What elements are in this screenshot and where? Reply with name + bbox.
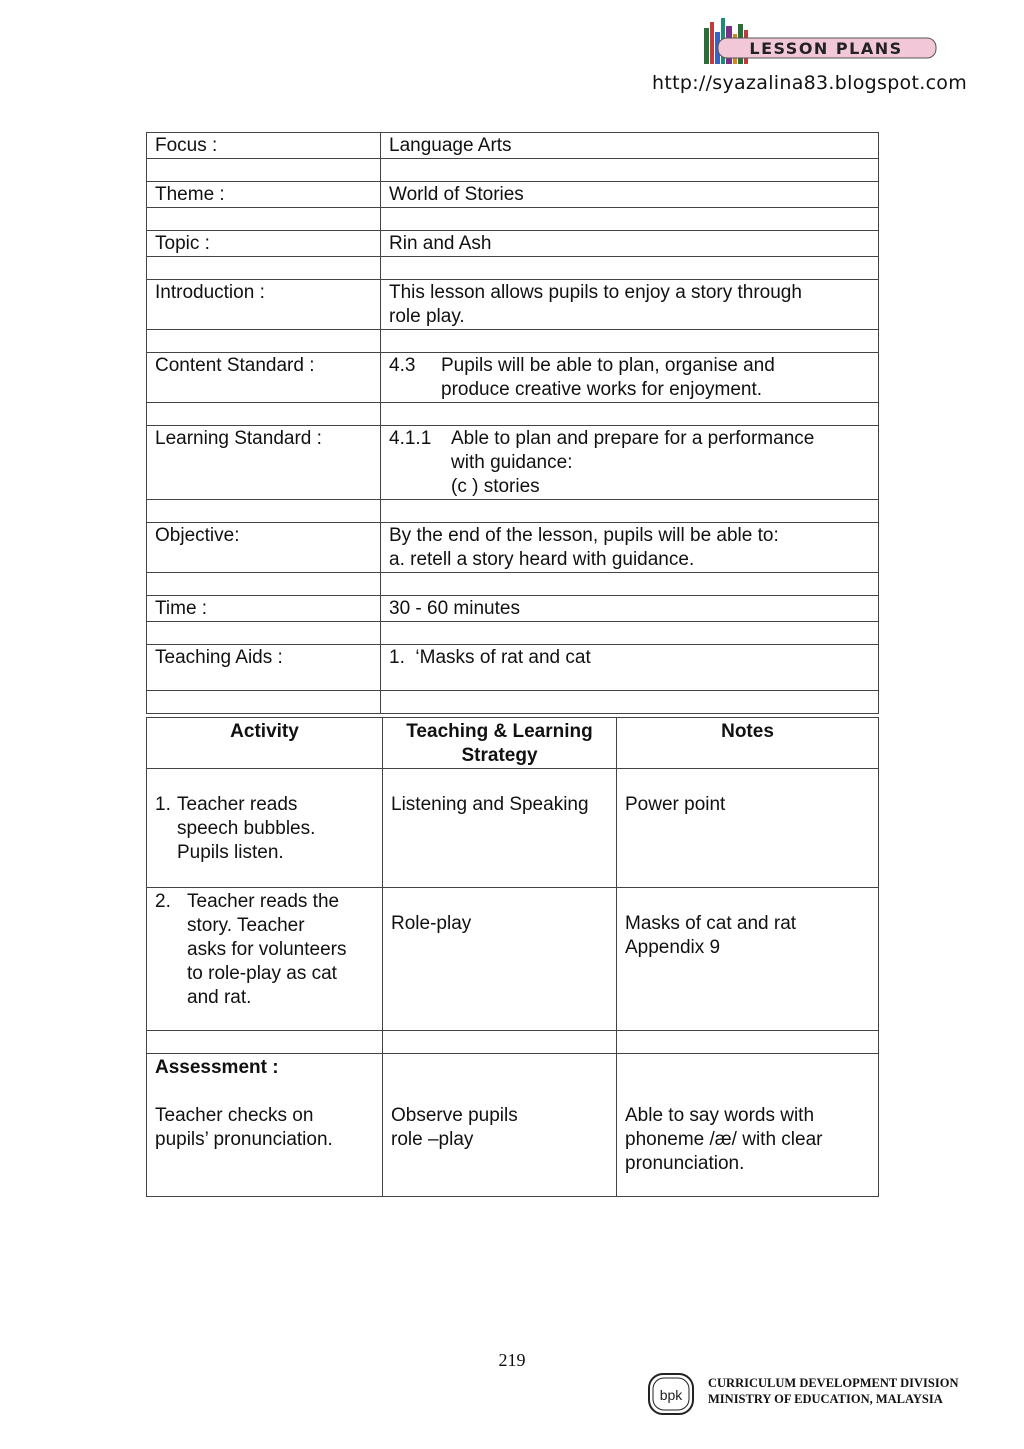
info-row-teaching-aids (147, 645, 879, 691)
assessment-line: Able to say words with (625, 1105, 815, 1126)
activity-header-row (147, 718, 879, 769)
assessment-line: pupils’ pronunciation. (155, 1129, 333, 1150)
info-label: Teaching Aids : (147, 645, 381, 691)
info-label: Content Standard : (147, 353, 381, 403)
activity-line: to role-play as cat (187, 963, 337, 984)
activity-line: Teacher reads (177, 794, 298, 815)
standard-line: produce creative works for enjoyment. (441, 379, 763, 400)
info-row-topic (147, 231, 879, 257)
aid-text: ‘Masks of rat and cat (415, 647, 591, 668)
info-label: Time : (147, 596, 381, 622)
footer-org (708, 1375, 959, 1407)
info-value: World of Stories (381, 182, 879, 208)
assessment-title: Assessment : (155, 1057, 279, 1078)
page-number: 219 (498, 1350, 526, 1370)
activity-cell (147, 769, 383, 888)
bpk-logo (647, 1372, 695, 1416)
notes-header: Notes (617, 718, 879, 769)
info-value (381, 523, 879, 573)
activity-table (146, 717, 879, 1197)
info-value (381, 353, 879, 403)
blog-url[interactable]: http://syazalina83.blogspot.com (652, 72, 968, 94)
activity-line: and rat. (187, 987, 252, 1008)
standard-number: 4.1.1 (389, 428, 432, 449)
info-row-time (147, 596, 879, 622)
strategy-cell: Role-play (383, 888, 617, 1031)
info-row-learning-standard (147, 426, 879, 500)
assessment-activity-cell (147, 1054, 383, 1197)
activity-row (147, 769, 879, 888)
info-value-line: By the end of the lesson, pupils will be able to: (389, 525, 779, 546)
standard-number: 4.3 (389, 355, 416, 376)
info-value: 30 - 60 minutes (381, 596, 879, 622)
activity-number: 1. (155, 794, 171, 815)
info-value-line: This lesson allows pupils to enjoy a story through (389, 282, 802, 303)
assessment-row (147, 1054, 879, 1197)
bpk-logo-text: bpk (659, 1387, 683, 1403)
info-label: Focus : (147, 133, 381, 159)
activity-line: story. Teacher (187, 915, 305, 936)
assessment-line: phoneme /æ/ with clear (625, 1129, 823, 1150)
notes-line: Masks of cat and rat (625, 913, 797, 934)
standard-line: Pupils will be able to plan, organise and (441, 355, 775, 376)
lesson-info-table (146, 132, 879, 714)
activity-line: speech bubbles. (177, 818, 316, 839)
info-value (381, 645, 879, 691)
aid-number: 1. (389, 647, 405, 668)
info-value (381, 426, 879, 500)
info-value (381, 280, 879, 330)
assessment-line: role –play (391, 1129, 474, 1150)
info-label: Theme : (147, 182, 381, 208)
standard-line: with guidance: (451, 452, 573, 473)
assessment-line: Teacher checks on (155, 1105, 314, 1126)
info-value: Rin and Ash (381, 231, 879, 257)
info-label: Learning Standard : (147, 426, 381, 500)
strategy-cell: Listening and Speaking (383, 769, 617, 888)
footer-org-line: MINISTRY OF EDUCATION, MALAYSIA (708, 1392, 943, 1406)
info-label: Introduction : (147, 280, 381, 330)
activity-header: Activity (147, 718, 383, 769)
info-value-line: a. retell a story heard with guidance. (389, 549, 695, 570)
footer-org-line: CURRICULUM DEVELOPMENT DIVISION (708, 1376, 959, 1390)
info-value-line: role play. (389, 306, 465, 327)
notes-line: Appendix 9 (625, 937, 721, 958)
activity-row (147, 888, 879, 1031)
standard-line: Able to plan and prepare for a performance (451, 428, 815, 449)
strategy-header: Teaching & Learning Strategy (383, 718, 617, 769)
notes-cell: Power point (617, 769, 879, 888)
activity-line: Pupils listen. (177, 842, 284, 863)
notes-cell (617, 888, 879, 1031)
info-value: Language Arts (381, 133, 879, 159)
logo-text: LESSON PLANS (749, 39, 903, 58)
lesson-plans-logo (698, 14, 940, 66)
assessment-strategy-cell (383, 1054, 617, 1197)
info-label: Topic : (147, 231, 381, 257)
activity-line: asks for volunteers (187, 939, 347, 960)
info-label: Objective: (147, 523, 381, 573)
info-row-theme (147, 182, 879, 208)
assessment-notes-cell (617, 1054, 879, 1197)
info-row-introduction (147, 280, 879, 330)
standard-line: (c ) stories (451, 476, 540, 497)
activity-cell (147, 888, 383, 1031)
info-row-content-standard (147, 353, 879, 403)
assessment-line: Observe pupils (391, 1105, 518, 1126)
info-row-focus (147, 133, 879, 159)
activity-number: 2. (155, 891, 171, 912)
activity-line: Teacher reads the (187, 891, 340, 912)
assessment-line: pronunciation. (625, 1153, 745, 1174)
info-row-objective (147, 523, 879, 573)
